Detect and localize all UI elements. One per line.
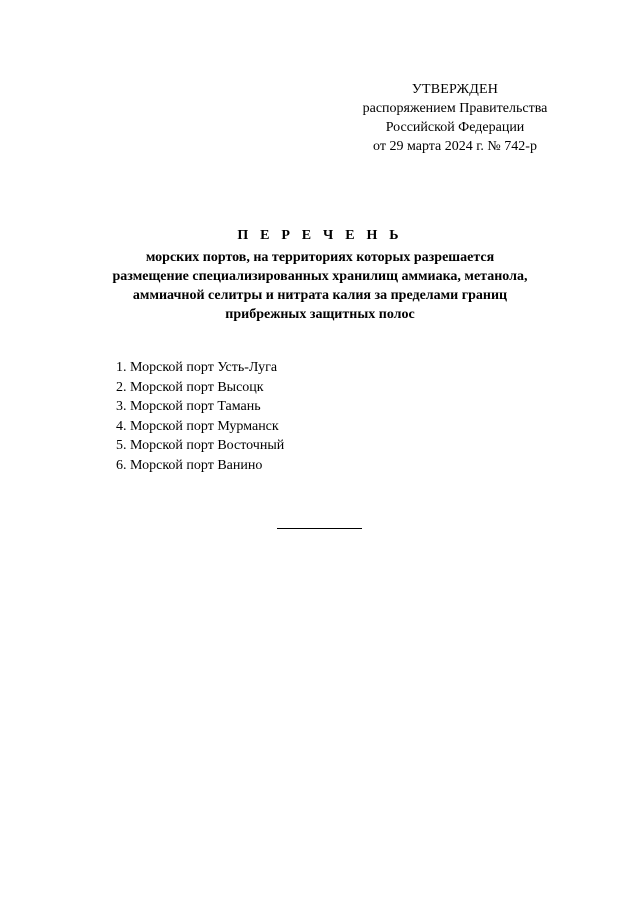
port-list-item: 1. Морской порт Усть-Луга bbox=[116, 360, 278, 375]
port-list bbox=[116, 358, 284, 475]
approval-block bbox=[340, 80, 570, 156]
port-list-item: 2. Морской порт Высоцк bbox=[116, 379, 264, 395]
port-list-item: 6. Морской порт Ванино bbox=[116, 457, 263, 473]
port-list-item: 3. Морской порт Тамань bbox=[116, 399, 261, 414]
port-list-item: 5. Морской порт Восточный bbox=[116, 438, 285, 453]
subtitle-line: морских портов, на территориях которых разрешается bbox=[145, 250, 495, 265]
end-divider bbox=[277, 528, 362, 529]
document-heading: П Е Р Е Ч Е Н Ь bbox=[237, 228, 403, 243]
document-title-block bbox=[70, 226, 570, 324]
document-subtitle bbox=[70, 248, 570, 324]
subtitle-line: прибрежных защитных полос bbox=[225, 307, 415, 322]
approval-status: УТВЕРЖДЕН bbox=[411, 82, 499, 97]
subtitle-line: размещение специализированных хранилищ аммиака, метанола, bbox=[112, 269, 528, 284]
port-list-item: 4. Морской порт Мурманск bbox=[116, 418, 279, 434]
approval-line-1: распоряжением Правительства bbox=[362, 101, 548, 116]
approval-line-3: от 29 марта 2024 г. № 742-р bbox=[373, 139, 537, 154]
approval-line-2: Российской Федерации bbox=[385, 120, 525, 135]
subtitle-line: аммиачной селитры и нитрата калия за пределами границ bbox=[132, 288, 508, 303]
